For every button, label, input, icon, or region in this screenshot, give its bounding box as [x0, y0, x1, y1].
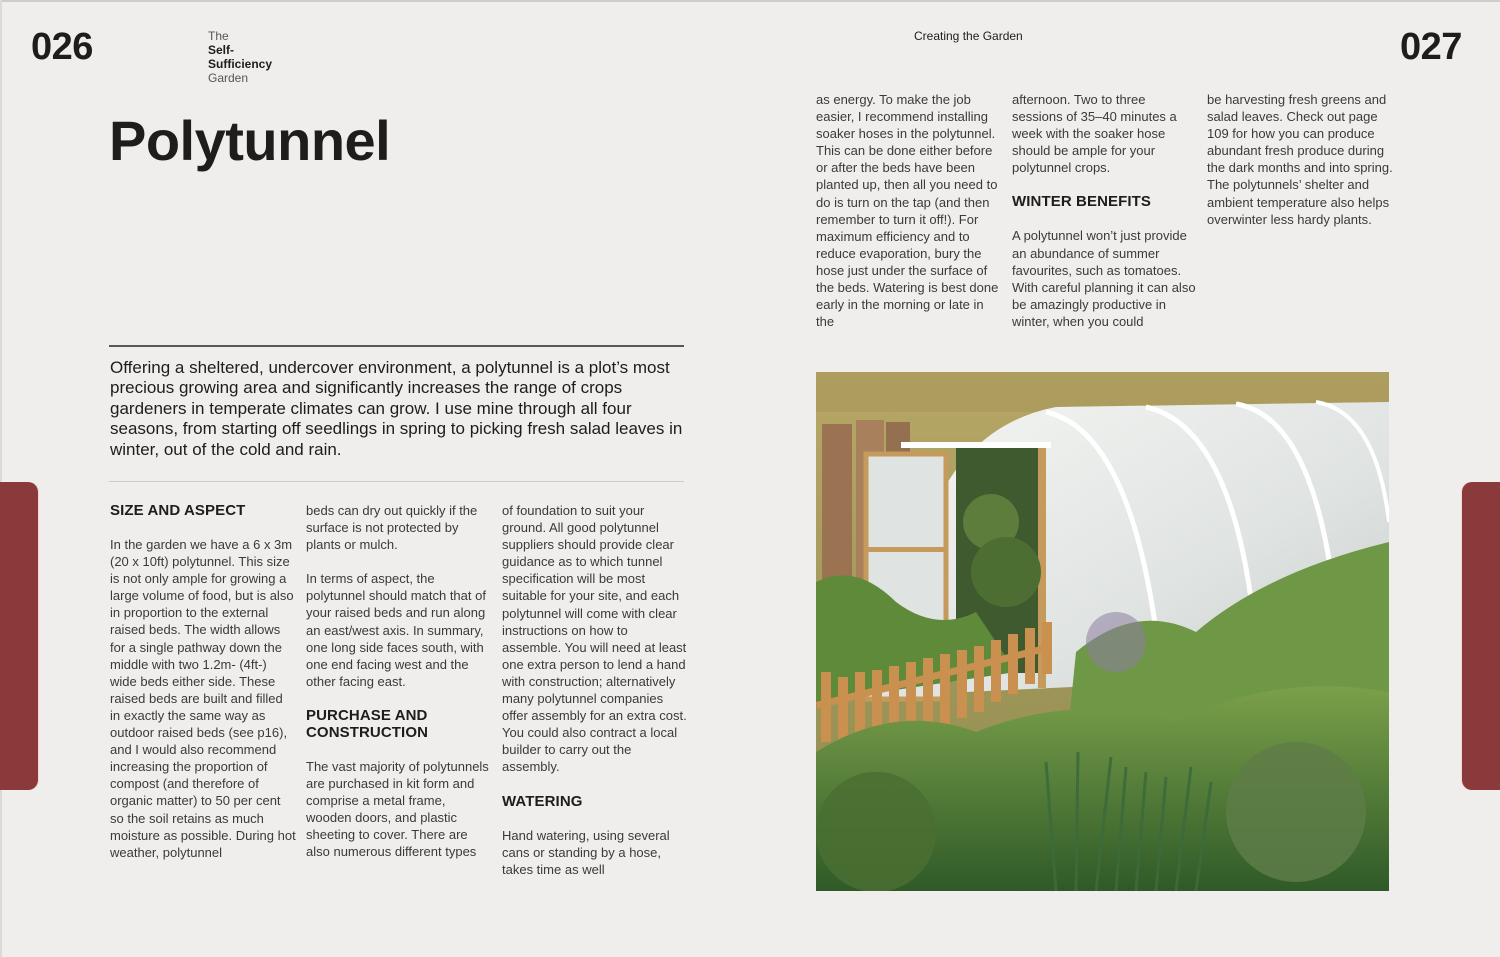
running-head-book-title: [208, 29, 272, 85]
body-paragraph: A polytunnel won’t just provide an abundance of summer favourites, such as tomatoes. With careful planning it can also be amazingly productive in winter, when you could: [1012, 228, 1196, 329]
section-heading-watering: WATERING: [502, 792, 583, 810]
book-title-line: Garden: [208, 71, 249, 85]
body-paragraph: In the garden we have a 6 x 3m (20 x 10ft) polytunnel. This size is not only ample for growing a large volume of food, but is also in proportion to the external raised beds. The width allows for a single pathway down the middle with two 1.2m- (4ft-) wide beds either side. These raised beds are built and filled in exactly the same way as outdoor raised beds (see p16), and I would also recommend increasing the proportion of compost (and therefore of organic matter) to 50 per cent so the soil retains as much moisture as possible. During hot weather, polytunnel: [110, 537, 296, 860]
page-left-edge: [0, 0, 2, 957]
headline-divider: [109, 345, 684, 347]
page-number-right: 027: [1400, 26, 1462, 68]
body-paragraph: beds can dry out quickly if the surface is not protected by plants or mulch.: [306, 503, 478, 553]
chapter-tab-right: [1462, 482, 1500, 790]
body-paragraph: afternoon. Two to three sessions of 35–40 minutes a week with the soaker hose should be ample for your polytunnel crops.: [1012, 92, 1177, 176]
text-column-3: [502, 502, 688, 895]
running-head-section-title: Creating the Garden: [914, 29, 1023, 43]
body-paragraph: In terms of aspect, the polytunnel should match that of your raised beds and run along an east/west axis. In summary, one long side faces south, with one end facing west and the other facing east.: [306, 571, 486, 689]
text-column-5: [1012, 91, 1198, 347]
body-paragraph: as energy. To make the job easier, I recommend installing soaker hoses in the polytunnel. This can be done either before or after the beds have been planted up, then all you need to do is turn on the tap (and then remember to turn it off!). For maximum efficiency and to reduce evaporation, bury the hose just under the surface of the beds. Watering is best done early in the morning or late in the: [816, 92, 999, 330]
page-headline: Polytunnel: [109, 109, 391, 172]
page-top-edge: [0, 0, 1500, 2]
intro-paragraph: Offering a sheltered, undercover environment, a polytunnel is a plot’s most precious growing area and significantly increases the range of crops gardeners in temperate climates can grow. I use mine through all four seasons, from starting off seedlings in spring to picking fresh salad leaves in winter, out of the cold and rain.: [110, 358, 683, 459]
section-heading-size-and-aspect: SIZE AND ASPECT: [110, 502, 246, 519]
section-heading-purchase-and-construction: PURCHASE AND CONSTRUCTION: [306, 706, 429, 741]
book-title-line: Self-: [208, 43, 235, 57]
polytunnel-photo: [816, 372, 1389, 891]
text-column-1: [110, 502, 296, 878]
page-number-left: 026: [31, 26, 93, 68]
body-paragraph: be harvesting fresh greens and salad leaves. Check out page 109 for how you can produce abundant fresh produce during the dark months and into spring. The polytunnels’ shelter and ambient temperature also helps overwinter less hardy plants.: [1207, 92, 1393, 227]
section-heading-winter-benefits: WINTER BENEFITS: [1012, 193, 1151, 211]
body-paragraph: The vast majority of polytunnels are purchased in kit form and comprise a metal frame, wooden doors, and plastic sheeting to cover. There are also numerous different types: [306, 758, 489, 860]
text-column-6: [1207, 91, 1397, 245]
chapter-tab-left: [0, 482, 38, 790]
photo-illustration: [816, 372, 1389, 891]
text-column-4: [816, 91, 1002, 347]
book-title-line: Sufficiency: [208, 57, 273, 71]
text-column-2: [306, 502, 492, 878]
body-paragraph: Hand watering, using several cans or standing by a hose, takes time as well: [502, 827, 670, 877]
book-title-line: The: [208, 29, 229, 43]
body-paragraph: of foundation to suit your ground. All good polytunnel suppliers should provide clear guidance as to which tunnel specification will be most suitable for your site, and each polytunnel will come with clear instructions on how to assemble. You will need at least one extra person to lend a hand with construction; alternatively many polytunnel companies offer assembly for an extra cost. You could also contract a local builder to carry out the assembly.: [502, 503, 687, 775]
intro-divider: [109, 481, 684, 482]
